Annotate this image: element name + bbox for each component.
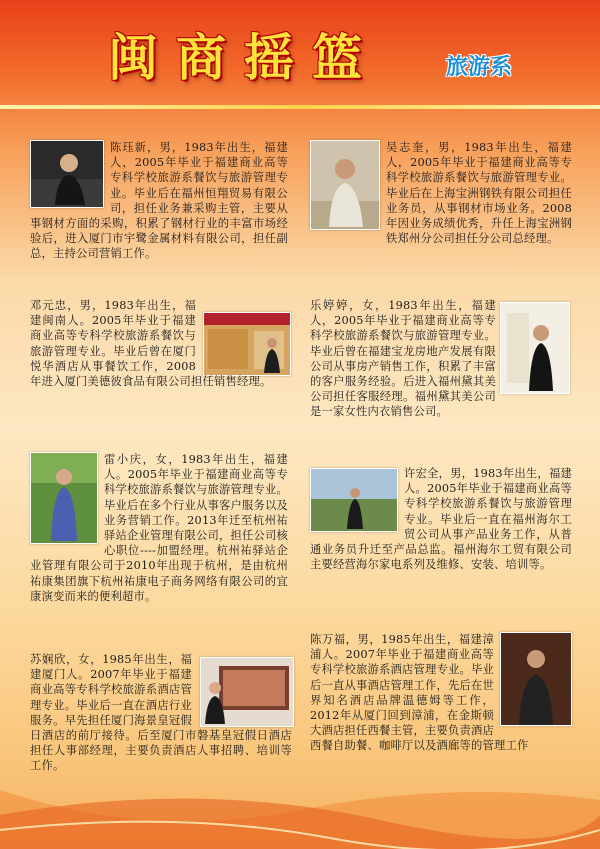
page-subtitle: 旅游系 xyxy=(446,55,513,80)
profile-bio: 苏娴欣，女，1985年出生，福建厦门人。2007年毕业于福建商业高等专科学校旅游系酒店管理专业。毕业后一直在酒店行业服务。早先担任厦门海景皇冠假日酒店的前厅接待。后至厦门市磐基皇冠假日酒店担任人事部经理，主要负责酒店人事招聘、培训等工作。 xyxy=(30,653,292,773)
decorative-wave xyxy=(0,760,600,849)
profile-bio: 许宏全，男，1983年出生，福建人。2005年毕业于福建商业高等专科学校旅游系餐饮与旅游管理专业。毕业后一直在福州海尔工贸公司从事产品业务工作，从普通业务员升迁至产品总监。福州海尔工贸有限公司主要经营海尔家电系列及维修、安装、培训等。 xyxy=(310,467,572,572)
page-title: 闽商摇篮 xyxy=(108,29,380,87)
profile-bio: 陈万福，男，1985年出生，福建漳浦人。2007年毕业于福建商业高等专科学校旅游系酒店管理专业。毕业后一直从事酒店管理工作，先后在世界知名酒店品牌温德姆等工作，2012年从厦门回到漳浦，在金斯顿大酒店担任西餐主管，主要负责酒店西餐自助餐、咖啡厅以及酒廊等的管理工作 xyxy=(310,633,529,753)
profile-bio: 陈珏新，男，1983年出生，福建人，2005年毕业于福建商业高等专科学校旅游系餐饮与旅游管理专业。毕业后在福州恒翔贸易有限公司，担任业务兼采购主管，主要从事钢材方面的采购，积累了钢材行业的丰富市场经验后，进入厦门市宇鹭金属材料有限公司，担任副总，主持公司营销工作。 xyxy=(30,141,288,261)
page-header xyxy=(0,0,600,110)
profile-bio: 邓元忠，男，1983年出生，福建闽南人。2005年毕业于福建商业高等专科学校旅游系餐饮与旅游管理专业。毕业后曾在厦门悦华酒店从事餐饮工作，2008年进入厦门美德彼食品有限公司担任销售经理。 xyxy=(30,299,272,389)
profile-bio: 雷小庆，女，1983年出生，福建人。2005年毕业于福建商业高等专科学校旅游系餐饮与旅游管理专业。毕业后在多个行业从事客户服务以及业务营销工作。2013年迁至杭州祐驿站企业管理有限公司，担任公司核心职位----加盟经理。杭州祐驿站企业管理有限公司于2010年出现于杭州，是由杭州祐康集团旗下杭州祐康电子商务网络有限公司的宜康演变而来的便利超市。 xyxy=(30,453,288,603)
header-divider xyxy=(0,105,600,109)
profile-bio: 乐婷婷，女，1983年出生，福建人，2005年毕业于福建商业高等专科学校旅游系餐饮与旅游管理专业。毕业后曾在福建宝龙房地产发展有限公司从事房产销售工作，积累了丰富的客户服务经验。后进入福州黛其美公司担任客服经理。福州黛其美公司是一家女性内衣销售公司。 xyxy=(310,299,496,419)
profile-bio: 吴志奎，男，1983年出生，福建人，2005年毕业于福建商业高等专科学校旅游系餐饮与旅游管理专业。毕业后在上海宝洲钢铁有限公司担任业务员，从事钢材市场业务。2008年因业务成绩优秀，升任上海宝洲钢铁郑州分公司担任分公司总经理。 xyxy=(386,141,572,246)
